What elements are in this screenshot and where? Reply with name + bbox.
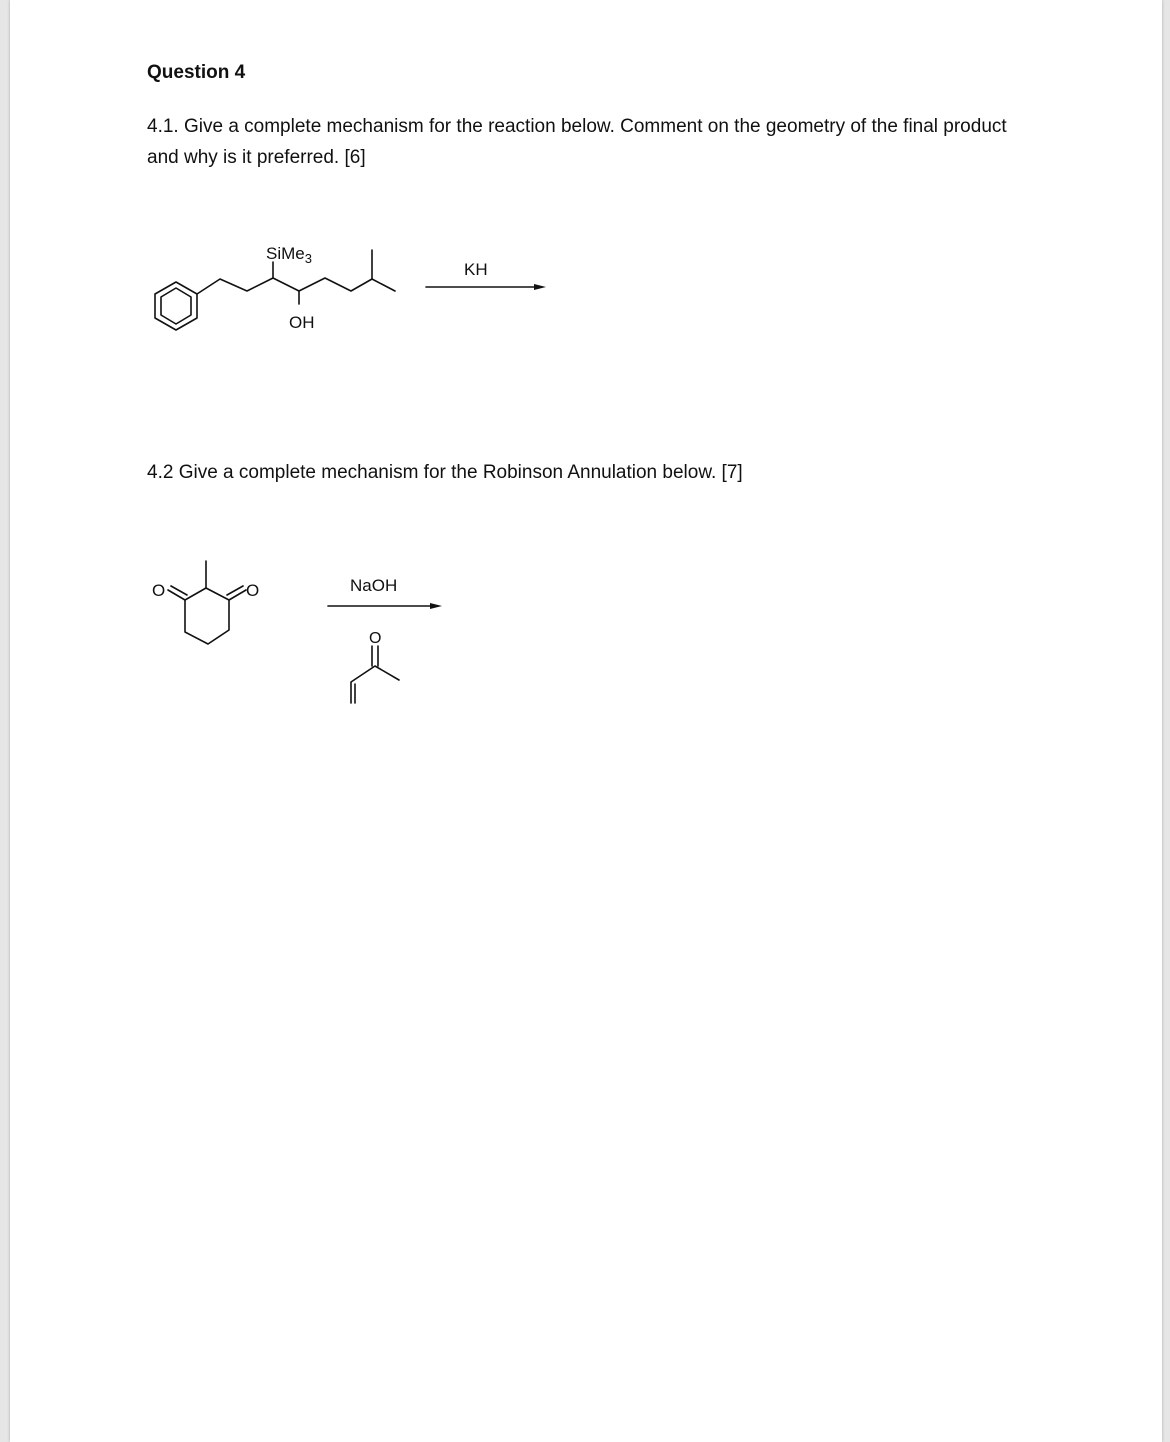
silyl-label: SiMe$_3$ — [266, 244, 312, 266]
right-carbonyl-bond — [229, 590, 246, 600]
arrowhead-2 — [430, 603, 442, 609]
cyclohexane-ring — [185, 588, 229, 644]
hydroxyl-label: OH — [289, 313, 315, 332]
document-page — [10, 0, 1162, 1442]
question-4-1-text: 4.1. Give a complete mechanism for the reaction below. Comment on the geometry of the final product and why is it preferred. [6] — [147, 116, 1007, 168]
reaction-scheme-4-2 — [10, 0, 1162, 760]
left-carbonyl-bond — [168, 590, 185, 600]
oxygen-left-label: O — [152, 581, 166, 600]
reagent-naoh-label: NaOH — [350, 576, 398, 595]
question-4-2-text: 4.2 Give a complete mechanism for the Robinson Annulation below. [7] — [147, 462, 743, 483]
oxygen-right-label: O — [246, 581, 260, 600]
mvk-chain — [351, 666, 399, 703]
oxygen-reagent-label: O — [369, 630, 382, 647]
reagent-kh-label: KH — [464, 260, 488, 279]
question-heading: Question 4 — [147, 62, 246, 83]
